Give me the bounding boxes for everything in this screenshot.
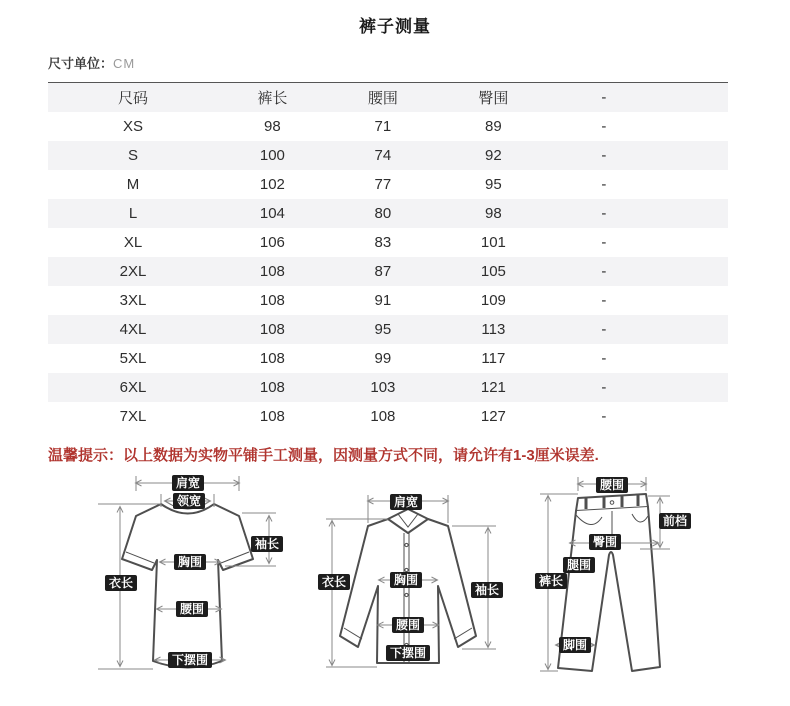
- table-cell: 74: [374, 146, 392, 164]
- table-row: [48, 344, 728, 373]
- table-cell: 121: [480, 378, 506, 396]
- table-body: [48, 112, 728, 431]
- tag-hem: 下摆围: [386, 645, 430, 661]
- column-header: -: [601, 88, 607, 106]
- tag-hem: 下摆围: [168, 652, 212, 668]
- column-header: 腰围: [367, 89, 398, 107]
- table-cell: 104: [259, 204, 285, 222]
- cell-filler: [660, 373, 728, 402]
- column-header: 裤长: [257, 89, 288, 107]
- table-row: [48, 402, 728, 431]
- table-cell: 108: [259, 378, 285, 396]
- table-cell: 105: [480, 262, 506, 280]
- tag-sleeve-length: 袖长: [471, 582, 503, 598]
- measurement-note: 温馨提示：以上数据为实物平铺手工测量，因测量方式不同，请允许有1-3厘米误差.: [48, 446, 599, 464]
- table-cell: -: [601, 320, 607, 338]
- table-row: [48, 141, 728, 170]
- tag-leg-opening: 脚围: [559, 637, 591, 653]
- table-cell: 5XL: [119, 349, 147, 367]
- tag-hip: 臀围: [589, 534, 621, 550]
- tag-pants-length: 裤长: [535, 573, 567, 589]
- table-cell: 2XL: [119, 262, 147, 280]
- table-row: [48, 228, 728, 257]
- table-cell: 77: [374, 175, 392, 193]
- table-cell: 100: [259, 146, 285, 164]
- table-cell: 102: [259, 175, 285, 193]
- table-cell: -: [601, 146, 607, 164]
- table-cell: 108: [259, 320, 285, 338]
- table-cell: 7XL: [119, 407, 147, 425]
- table-cell: 98: [485, 204, 502, 222]
- tag-garment-length: 衣长: [105, 575, 137, 591]
- table-cell: 83: [374, 233, 392, 251]
- tag-chest: 胸围: [390, 572, 422, 588]
- table-cell: 6XL: [119, 378, 147, 396]
- table-cell: 106: [259, 233, 285, 251]
- cell-filler: [660, 170, 728, 199]
- tag-collar-width: 领宽: [173, 493, 205, 509]
- cell-filler: [660, 286, 728, 315]
- table-cell: 3XL: [119, 291, 147, 309]
- column-filler: [660, 83, 728, 112]
- table-cell: 108: [259, 262, 285, 280]
- measurement-diagrams: [0, 471, 790, 706]
- table-cell: 127: [480, 407, 506, 425]
- table-cell: 95: [374, 320, 392, 338]
- table-row: [48, 199, 728, 228]
- table-row: [48, 286, 728, 315]
- table-cell: -: [601, 175, 607, 193]
- table-cell: 99: [374, 349, 392, 367]
- shirt-diagram: [320, 471, 530, 706]
- table-cell: -: [601, 291, 607, 309]
- table-cell: 113: [481, 320, 506, 338]
- table-cell: S: [127, 146, 138, 164]
- table-cell: 4XL: [119, 320, 147, 338]
- tag-front-rise: 前档: [659, 513, 691, 529]
- pants-drawing: [530, 471, 790, 706]
- size-table: [48, 82, 728, 431]
- table-cell: 98: [264, 117, 281, 135]
- pants-diagram: [530, 471, 790, 706]
- table-cell: 117: [481, 349, 506, 367]
- tag-shoulder-width: 肩宽: [390, 494, 422, 510]
- cell-filler: [660, 402, 728, 431]
- table-cell: XS: [122, 117, 143, 135]
- table-row: [48, 373, 728, 402]
- table-cell: 92: [485, 146, 502, 164]
- table-row: [48, 112, 728, 141]
- column-header: 尺码: [117, 89, 148, 107]
- table-cell: -: [601, 378, 607, 396]
- table-cell: 108: [370, 407, 396, 425]
- table-cell: 109: [480, 291, 506, 309]
- page-title: 裤子测量: [359, 17, 431, 36]
- table-row: [48, 257, 728, 286]
- table-row: [48, 170, 728, 199]
- tshirt-diagram: [70, 471, 320, 706]
- tag-garment-length: 衣长: [318, 574, 350, 590]
- table-cell: 101: [480, 233, 506, 251]
- cell-filler: [660, 344, 728, 373]
- table-cell: 89: [485, 117, 502, 135]
- unit-line: [48, 53, 790, 72]
- table-row: [48, 315, 728, 344]
- table-cell: 108: [259, 349, 285, 367]
- table-cell: -: [601, 117, 607, 135]
- cell-filler: [660, 228, 728, 257]
- tshirt-outline: [122, 501, 253, 668]
- column-header: 臀围: [478, 89, 509, 107]
- table-cell: -: [601, 233, 607, 251]
- table-cell: -: [601, 262, 607, 280]
- table-cell: XL: [123, 233, 143, 251]
- cell-filler: [660, 112, 728, 141]
- table-cell: 87: [374, 262, 392, 280]
- cell-filler: [660, 199, 728, 228]
- table-cell: -: [601, 349, 607, 367]
- table-cell: 108: [259, 291, 285, 309]
- table-cell: L: [128, 204, 138, 222]
- table-cell: 95: [485, 175, 502, 193]
- tag-waist: 腰围: [596, 477, 628, 493]
- table-cell: 71: [374, 117, 392, 135]
- tag-shoulder-width: 肩宽: [172, 475, 204, 491]
- unit-label: 尺寸单位：: [48, 56, 114, 71]
- tag-waist: 腰围: [392, 617, 424, 633]
- table-cell: 103: [370, 378, 396, 396]
- table-header-row: [48, 83, 728, 112]
- table-cell: 91: [374, 291, 392, 309]
- unit-value: CM: [113, 56, 136, 71]
- table-cell: 80: [374, 204, 392, 222]
- tag-sleeve-length: 袖长: [251, 536, 283, 552]
- cell-filler: [660, 141, 728, 170]
- table-cell: 108: [259, 407, 285, 425]
- table-cell: M: [126, 175, 140, 193]
- tag-thigh: 腿围: [563, 557, 595, 573]
- tag-chest: 胸围: [174, 554, 206, 570]
- table-cell: -: [601, 407, 607, 425]
- cell-filler: [660, 315, 728, 344]
- cell-filler: [660, 257, 728, 286]
- table-cell: -: [601, 204, 607, 222]
- tag-waist: 腰围: [176, 601, 208, 617]
